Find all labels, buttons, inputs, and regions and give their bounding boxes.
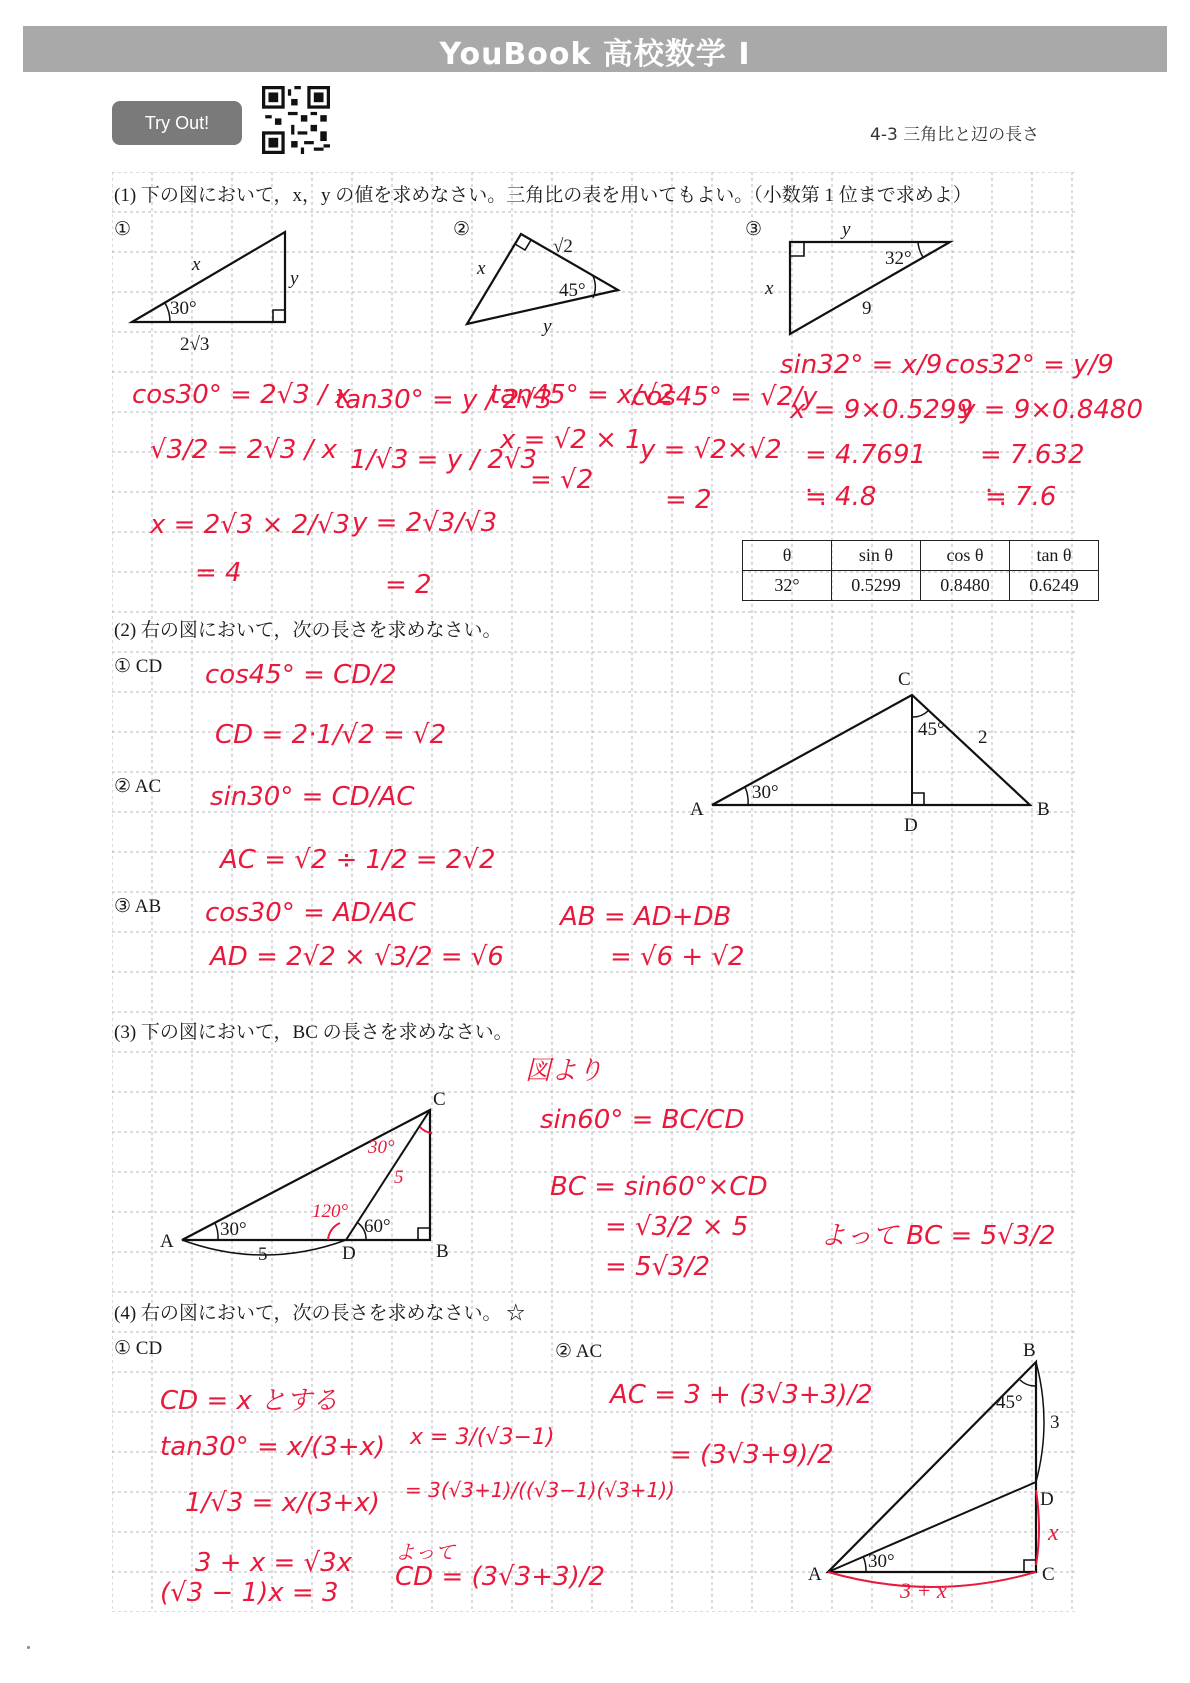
q4-item-2: ② AC	[555, 1341, 603, 1362]
trig-table	[742, 540, 1099, 601]
q4-B: B	[1023, 1340, 1036, 1361]
q3-a60: 60°	[364, 1216, 391, 1237]
q2-hw-a1: cos45° = CD/2	[205, 660, 397, 690]
q3-h30: 30°	[368, 1137, 395, 1158]
q1-hw-d2: y = √2×√2	[640, 435, 782, 465]
q1-triangle-2	[455, 222, 635, 342]
q3-hw-l1: 図より	[525, 1056, 604, 1086]
q2-D: D	[904, 815, 918, 836]
q3-h120: 120°	[312, 1201, 349, 1222]
q2-hw-d1: AB = AD+DB	[560, 902, 732, 932]
q4-hw-b2: = 3(√3+1)/((√3−1)(√3+1))	[405, 1478, 675, 1502]
trig-cell-sin: 0.5299	[832, 571, 921, 601]
q4-hw-b4: CD = (3√3+3)/2	[395, 1562, 606, 1592]
q1-hw-e4: ≒ 4.8	[805, 482, 877, 512]
q2-hw-b2: AC = √2 ÷ 1/2 = 2√2	[220, 845, 496, 875]
q4-a45: 45°	[996, 1392, 1023, 1413]
trig-header-cos: cos θ	[921, 541, 1010, 571]
book-title: YouBook 高校数学 I	[439, 37, 751, 72]
q1-2-angle: 45°	[559, 280, 586, 301]
q1-hw-c2: x = √2 × 1	[500, 425, 642, 455]
q2-hw-a2: CD = 2·1/√2 = √2	[215, 720, 447, 750]
q2-s2: 2	[978, 727, 988, 748]
trig-header-theta: θ	[743, 541, 832, 571]
q1-3-angle: 32°	[885, 248, 912, 269]
q2-a45: 45°	[918, 719, 945, 740]
q1-hw-b1: tan30° = y / 2√3	[335, 385, 553, 415]
q1-hw-e1: sin32° = x/9	[780, 350, 943, 380]
q3-triangle	[150, 1075, 470, 1265]
q2-hw-b1: sin30° = CD/AC	[210, 782, 415, 812]
q3-hw-l4: = √3/2 × 5	[605, 1212, 749, 1242]
q3-A: A	[160, 1231, 174, 1252]
q4-triangle	[808, 1340, 1068, 1603]
q2-item-1: ① CD	[114, 656, 163, 677]
q3-hw-l5: = 5√3/2	[605, 1252, 711, 1282]
q3-C: C	[433, 1089, 446, 1110]
q4-hw-b3: よって	[395, 1540, 455, 1564]
q1-1-base: 2√3	[180, 334, 210, 355]
q1-hw-b2: 1/√3 = y / 2√3	[350, 445, 538, 475]
q3-D: D	[342, 1243, 356, 1264]
q1-2-x: x	[477, 258, 486, 279]
try-out-button[interactable]: Try Out!	[112, 101, 242, 145]
q1-hw-f4: ≒ 7.6	[985, 482, 1057, 512]
q2-hw-d2: = √6 + √2	[610, 942, 745, 972]
q2-B: B	[1037, 799, 1050, 820]
q1-3-hyp: 9	[862, 298, 872, 319]
q1-marker-2: ②	[453, 219, 471, 240]
q1-hw-a3: x = 2√3 × 2/√3	[150, 510, 351, 540]
q1-triangle-1	[110, 220, 320, 360]
q1-marker-1: ①	[114, 219, 132, 240]
q2-triangle	[690, 665, 1050, 835]
q3-hw-l2: sin60° = BC/CD	[540, 1105, 745, 1135]
q1-3-x: x	[765, 278, 774, 299]
q4-hx: x	[1048, 1520, 1059, 1546]
q1-3-y: y	[842, 219, 851, 240]
q1-2-y: y	[543, 316, 552, 337]
q4-hw-a3: 1/√3 = x/(3+x)	[185, 1488, 380, 1518]
q3-hw-l3: BC = sin60°×CD	[550, 1172, 768, 1202]
q4-hw-a5: (√3 − 1)x = 3	[160, 1578, 339, 1608]
q1-hw-b4: = 2	[385, 570, 432, 600]
q3-hw-ans: よって BC = 5√3/2	[820, 1221, 1056, 1251]
q2-item-2: ② AC	[114, 776, 162, 797]
q1-triangle-3	[760, 219, 960, 347]
q2-hw-c1: cos30° = AD/AC	[205, 898, 416, 928]
q2-a30: 30°	[752, 782, 779, 803]
q1-1-x: x	[192, 254, 201, 275]
q1-hw-f1: cos32° = y/9	[945, 350, 1114, 380]
q4-D: D	[1040, 1489, 1054, 1510]
section-label: 4-3 三角比と辺の長さ	[870, 125, 1040, 145]
q1-hw-a4: = 4	[195, 558, 242, 588]
q2-A: A	[690, 799, 704, 820]
q4-h3x: 3 + x	[900, 1578, 947, 1603]
q2-prompt: (2) 右の図において，次の長さを求めなさい。	[114, 620, 502, 641]
q1-1-angle: 30°	[170, 298, 197, 319]
q3-s5: 5	[258, 1244, 268, 1265]
q4-hw-b1: x = 3/(√3−1)	[410, 1425, 555, 1450]
q4-s3: 3	[1050, 1412, 1060, 1433]
q1-hw-b3: y = 2√3/√3	[352, 508, 498, 538]
q4-prompt: (4) 右の図において，次の長さを求めなさい。 ☆	[114, 1303, 526, 1324]
q3-prompt: (3) 下の図において，BC の長さを求めなさい。	[114, 1022, 513, 1043]
q4-hw-a1: CD = x とする	[160, 1386, 339, 1416]
q2-C: C	[898, 669, 911, 690]
q3-a30: 30°	[220, 1219, 247, 1240]
q4-item-1: ① CD	[114, 1338, 163, 1359]
q1-hw-a2: √3/2 = 2√3 / x	[150, 435, 338, 465]
q1-marker-3: ③	[745, 219, 763, 240]
header-bar	[23, 26, 1167, 72]
q4-C: C	[1042, 1564, 1055, 1585]
q2-hw-c2: AD = 2√2 × √3/2 = √6	[210, 942, 504, 972]
q4-hw-c1: AC = 3 + (3√3+3)/2	[610, 1380, 873, 1410]
q1-prompt: (1) 下の図において，x，y の値を求めなさい。三角比の表を用いてもよい。（小数第 1 位まで求めよ）	[114, 185, 972, 206]
q1-hw-e2: x = 9×0.5299	[790, 395, 974, 425]
q1-1-y: y	[290, 268, 299, 289]
q1-hw-c1: tan45° = x/√2	[490, 380, 675, 410]
trig-header-tan: tan θ	[1010, 541, 1099, 571]
q1-hw-a1: cos30° = 2√3 / x	[132, 380, 351, 410]
qr-code-icon[interactable]	[262, 86, 330, 154]
q1-hw-f2: y = 9×0.8480	[960, 395, 1144, 425]
q1-hw-c3: = √2	[530, 465, 594, 495]
q1-2-side: √2	[553, 236, 573, 257]
page-dot	[27, 1646, 30, 1649]
q4-A: A	[808, 1564, 822, 1585]
q1-hw-e3: = 4.7691	[805, 440, 927, 470]
trig-cell-tan: 0.6249	[1010, 571, 1099, 601]
q4-a30: 30°	[868, 1551, 895, 1572]
q3-B: B	[436, 1241, 449, 1262]
trig-cell-cos: 0.8480	[921, 571, 1010, 601]
q2-item-3: ③ AB	[114, 896, 162, 917]
q3-h5: 5	[394, 1167, 404, 1188]
q1-hw-d3: = 2	[665, 485, 712, 515]
q1-hw-f3: = 7.632	[980, 440, 1085, 470]
trig-header-sin: sin θ	[832, 541, 921, 571]
q1-hw-d1: cos45° = √2/y	[632, 382, 818, 412]
q4-hw-c2: = (3√3+9)/2	[670, 1440, 834, 1470]
q4-hw-a2: tan30° = x/(3+x)	[160, 1432, 386, 1462]
q4-hw-a4: 3 + x = √3x	[195, 1548, 353, 1578]
trig-cell-angle: 32°	[743, 571, 832, 601]
